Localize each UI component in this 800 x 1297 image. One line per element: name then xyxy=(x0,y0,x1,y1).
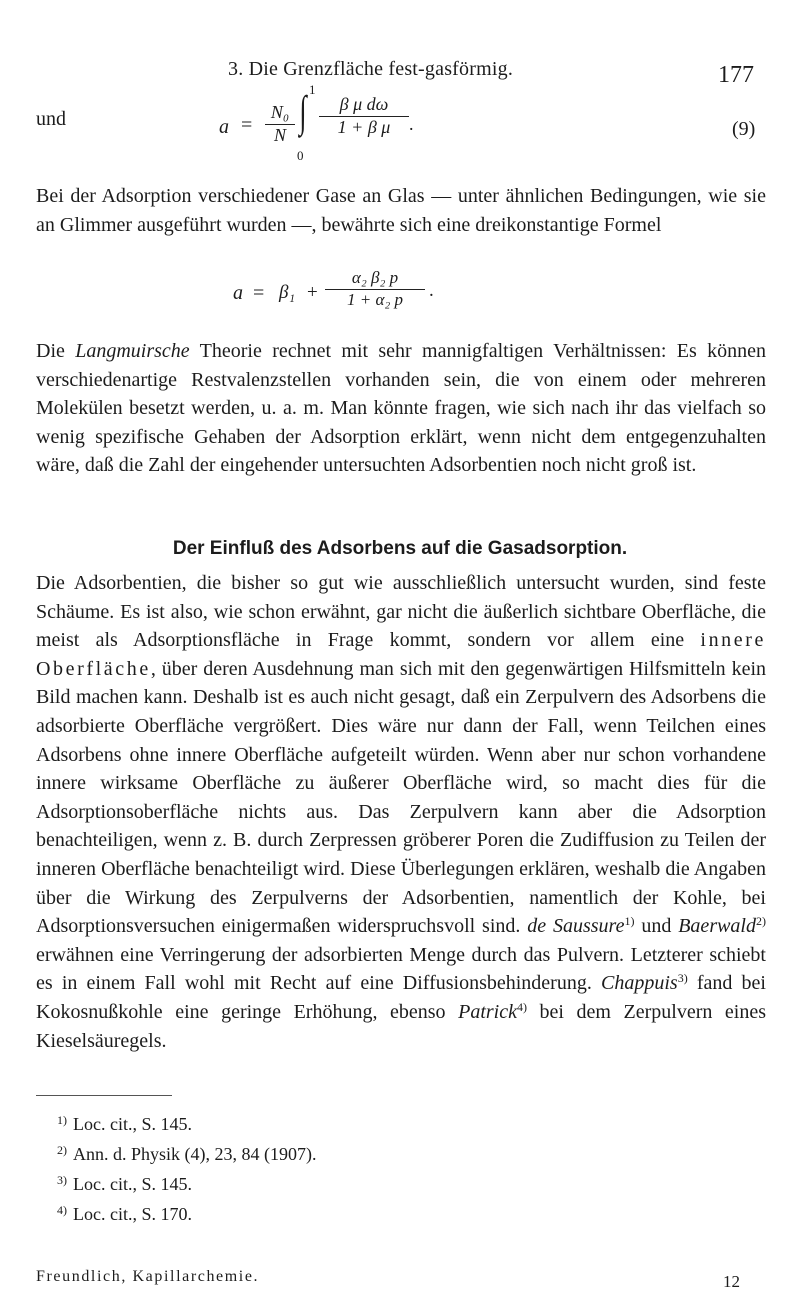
eq2-equals: = xyxy=(253,282,265,304)
footnote-ref[interactable]: 3) xyxy=(677,971,688,986)
text-span: , über deren Ausdehnung man sich mit den gegenwärtigen Hilfsmitteln kein Bild machen kann. Deshalb ist es auch nicht gesagt, daß ein Zerpulvern des Adsorbens die adsorbierte Oberfläche vergrößert. Dies wäre nur dann der Fall, wenn Teilchen eines Adsorbens ohne innere Oberfläche aufgeteilt würden. Wenn aber nur schon vorhandene innere wirksame Oberfläche zu äußerer Oberfläche wird, so macht dies für die Adsorptionsoberfläche nichts aus. Das Zerpulvern kann aber die Adsorption benachteiligen, wenn z. B. durch Zerpressen gröberer Poren die Zudiffusion zu Teilen der inneren Oberfläche benachteiligt wird. Diese Überlegungen erklären, weshalb die Angaben über die Wirkung des Zerpulverns der Adsorbentien, namentlich der Kohle, bei Adsorptionsversuchen einigermaßen widerspruchsvoll sind. xyxy=(36,657,766,938)
author-name: Baerwald xyxy=(678,915,756,938)
author-name: de Saussure xyxy=(527,915,625,938)
eq9-factor-fraction xyxy=(265,102,295,146)
text-span: Theorie rechnet mit sehr mannigfaltigen Verhältnissen: Es können verschiedenartige Restvalenzstellen vorhanden sein, die von einem oder mehreren Molekülen besetzt werden, u. a. m. Man könnte fragen, wie sich nach ihr das vielfach so wenig spezifische Gehaben der Adsorption erklärt, wenn nicht dem entgegenzuhalten wäre, daß die Zahl der eingehender untersuchten Adsorbentien noch nicht groß ist. xyxy=(36,340,766,477)
author-name: Patrick xyxy=(458,1000,517,1023)
footnote-text: Ann. d. Physik (4), 23, 84 (1907). xyxy=(73,1144,317,1164)
paragraph-adsorbent-influence xyxy=(36,569,766,1055)
eq2-lhs: a xyxy=(233,282,243,304)
running-title: 3. Die Grenzfläche fest-gasförmig. xyxy=(228,58,514,80)
eq9-integrand-numerator: β μ dω xyxy=(319,94,409,117)
eq9-period: . xyxy=(409,114,414,134)
text-span: erwähnen eine Verringerung der adsorbierten Menge durch das Pulvern. Letzterer schiebt es in einem Fall wohl mit Recht auf eine Diffusionsbehinderung. xyxy=(36,943,766,995)
eq9-factor-denominator: N xyxy=(273,125,286,145)
text-span: Die Adsorbentien, die bisher so gut wie ausschließlich untersucht wurden, sind feste Schäume. Es ist also, wie schon erwähnt, gar nicht die äußerlich sichtbare Oberfläche, die meist als Adsorptionsfläche in Frage kommt, sondern vor allem eine xyxy=(36,572,766,652)
printer-signature: Freundlich, Kapillarchemie. xyxy=(36,1268,260,1285)
equation-three-constant xyxy=(233,266,473,330)
footnote-ref[interactable]: 4) xyxy=(516,999,527,1014)
integral-upper-limit: 1 xyxy=(309,82,316,97)
eq2-fraction xyxy=(325,268,425,310)
eq9-lhs: a xyxy=(219,116,229,138)
eq9-integrand-fraction xyxy=(319,94,409,138)
equation-9 xyxy=(219,82,419,178)
footnote-mark: 4) xyxy=(57,1203,67,1217)
section-heading: Der Einfluß des Adsorbens auf die Gasadsorption. xyxy=(172,538,628,559)
eq2-denominator: 1 + α₂ p xyxy=(346,290,404,309)
eq2-numerator: α₂ β₂ p xyxy=(325,268,425,290)
page-number: 177 xyxy=(718,62,754,88)
footnote-text: Loc. cit., S. 170. xyxy=(73,1204,192,1224)
text-span: Die xyxy=(36,340,76,362)
equation-number: (9) xyxy=(732,118,756,140)
integral-lower-limit: 0 xyxy=(297,148,304,163)
equation-intro-word: und xyxy=(36,108,66,130)
footnote xyxy=(57,1107,317,1137)
integral-sign: ∫ xyxy=(299,87,307,136)
author-name: Chappuis xyxy=(601,972,678,995)
eq2-period: . xyxy=(429,280,434,301)
running-head xyxy=(0,58,800,88)
eq2-term1: β₁ xyxy=(279,282,296,303)
footnote-mark: 2) xyxy=(57,1143,67,1157)
footnote xyxy=(57,1137,317,1167)
footnote-divider xyxy=(36,1095,172,1096)
paragraph-glass-adsorption: Bei der Adsorption verschiedener Gase an Glas — unter ähnlichen Bedingungen, wie sie an Glimmer ausgeführt wurden —, bewährte sich eine dreikonstantige Formel xyxy=(36,185,766,236)
footnote-ref[interactable]: 2) xyxy=(756,914,766,929)
footnote xyxy=(57,1197,317,1227)
eq9-factor-numerator: N₀ xyxy=(265,102,295,125)
author-name: Langmuirsche xyxy=(75,340,190,362)
eq9-equals: = xyxy=(241,114,253,136)
footnote xyxy=(57,1167,317,1197)
footnote-text: Loc. cit., S. 145. xyxy=(73,1174,192,1194)
eq2-plus: + xyxy=(307,282,318,303)
text-span: fand bei Kokosnußkohle eine geringe Erhöhung, ebenso xyxy=(36,972,766,1023)
text-span: bei dem Zerpulvern eines Kieselsäuregels. xyxy=(36,1000,766,1052)
emphasis-spaced: innere Oberfläche xyxy=(36,629,766,680)
footnote-mark: 1) xyxy=(57,1113,67,1127)
text-span: und xyxy=(634,915,679,938)
footnote-ref[interactable]: 1) xyxy=(624,914,635,929)
sheet-number: 12 xyxy=(723,1272,740,1291)
footnote-mark: 3) xyxy=(57,1173,67,1187)
paragraph-langmuir-theory xyxy=(36,337,766,480)
footnote-text: Loc. cit., S. 145. xyxy=(73,1114,192,1134)
footnotes xyxy=(57,1107,317,1227)
eq9-integrand-denominator: 1 + β μ xyxy=(337,117,391,137)
